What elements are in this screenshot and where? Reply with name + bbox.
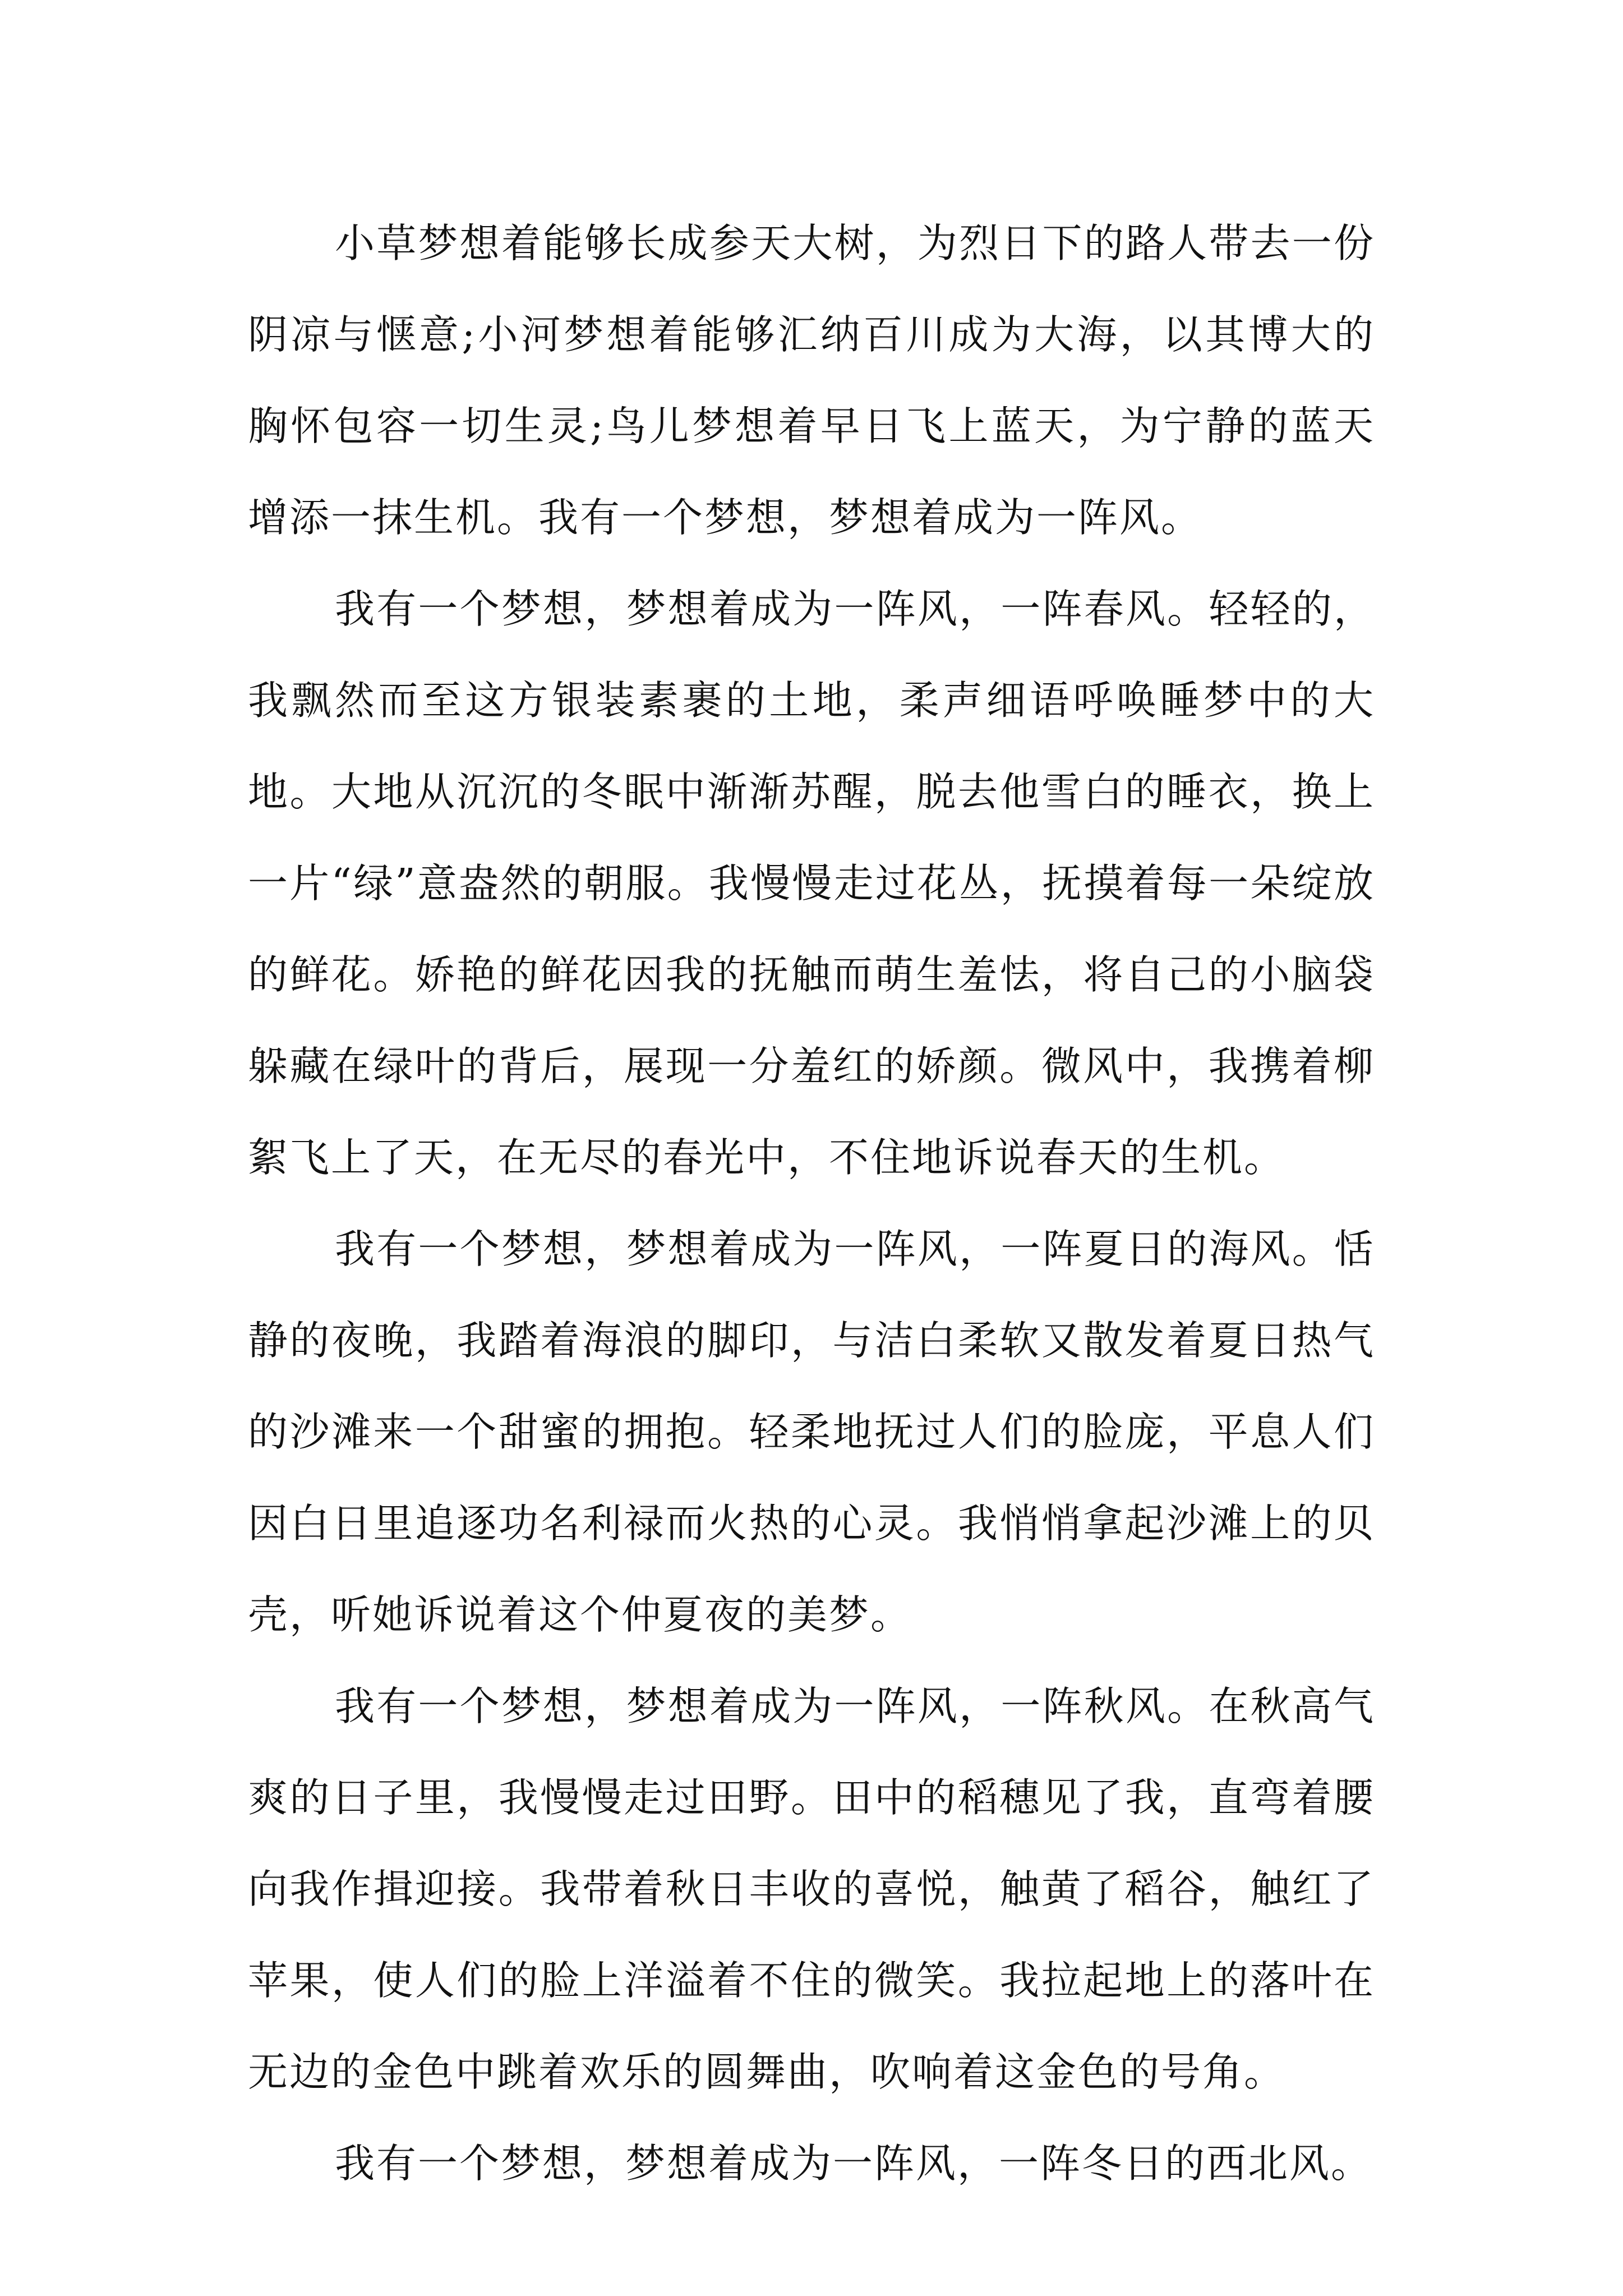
- paragraph-winter-northwest-wind: 我有一个梦想，梦想着成为一阵风，一阵冬日的西北风。: [335, 2140, 1373, 2187]
- essay-body: [248, 197, 1375, 2209]
- paragraph-dreams-intro: 小草梦想着能够长成参天大树，为烈日下的路人带去一份阴凉与惬意;小河梦想着能够汇纳百川成为大海，以其博大的胸怀包容一切生灵;鸟儿梦想着早日飞上蓝天，为宁静的蓝天增添一抹生机。我有一个梦想，梦想着成为一阵风。: [248, 220, 1375, 541]
- paragraph-spring-wind: 我有一个梦想，梦想着成为一阵风，一阵春风。轻轻的，我飘然而至这方银装素裹的土地，柔声细语呼唤睡梦中的大地。大地从沉沉的冬眠中渐渐苏醒，脱去他雪白的睡衣，换上一片“绿”意盎然的朝服。我慢慢走过花丛，抚摸着每一朵绽放的鲜花。娇艳的鲜花因我的抚触而萌生羞怯，将自己的小脑袋躲藏在绿叶的背后，展现一分羞红的娇颜。微风中，我携着柳絮飞上了天，在无尽的春光中，不住地诉说春天的生机。: [248, 586, 1375, 1181]
- paragraph-autumn-wind: 我有一个梦想，梦想着成为一阵风，一阵秋风。在秋高气爽的日子里，我慢慢走过田野。田中的稻穗见了我，直弯着腰向我作揖迎接。我带着秋日丰收的喜悦，触黄了稻谷，触红了苹果，使人们的脸上洋溢着不住的微笑。我拉起地上的落叶在无边的金色中跳着欢乐的圆舞曲，吹响着这金色的号角。: [248, 1683, 1375, 2095]
- paragraph-summer-sea-wind: 我有一个梦想，梦想着成为一阵风，一阵夏日的海风。恬静的夜晚，我踏着海浪的脚印，与洁白柔软又散发着夏日热气的沙滩来一个甜蜜的拥抱。轻柔地抚过人们的脸庞，平息人们因白日里追逐功名利禄而火热的心灵。我悄悄拿起沙滩上的贝壳，听她诉说着这个仲夏夜的美梦。: [248, 1226, 1375, 1638]
